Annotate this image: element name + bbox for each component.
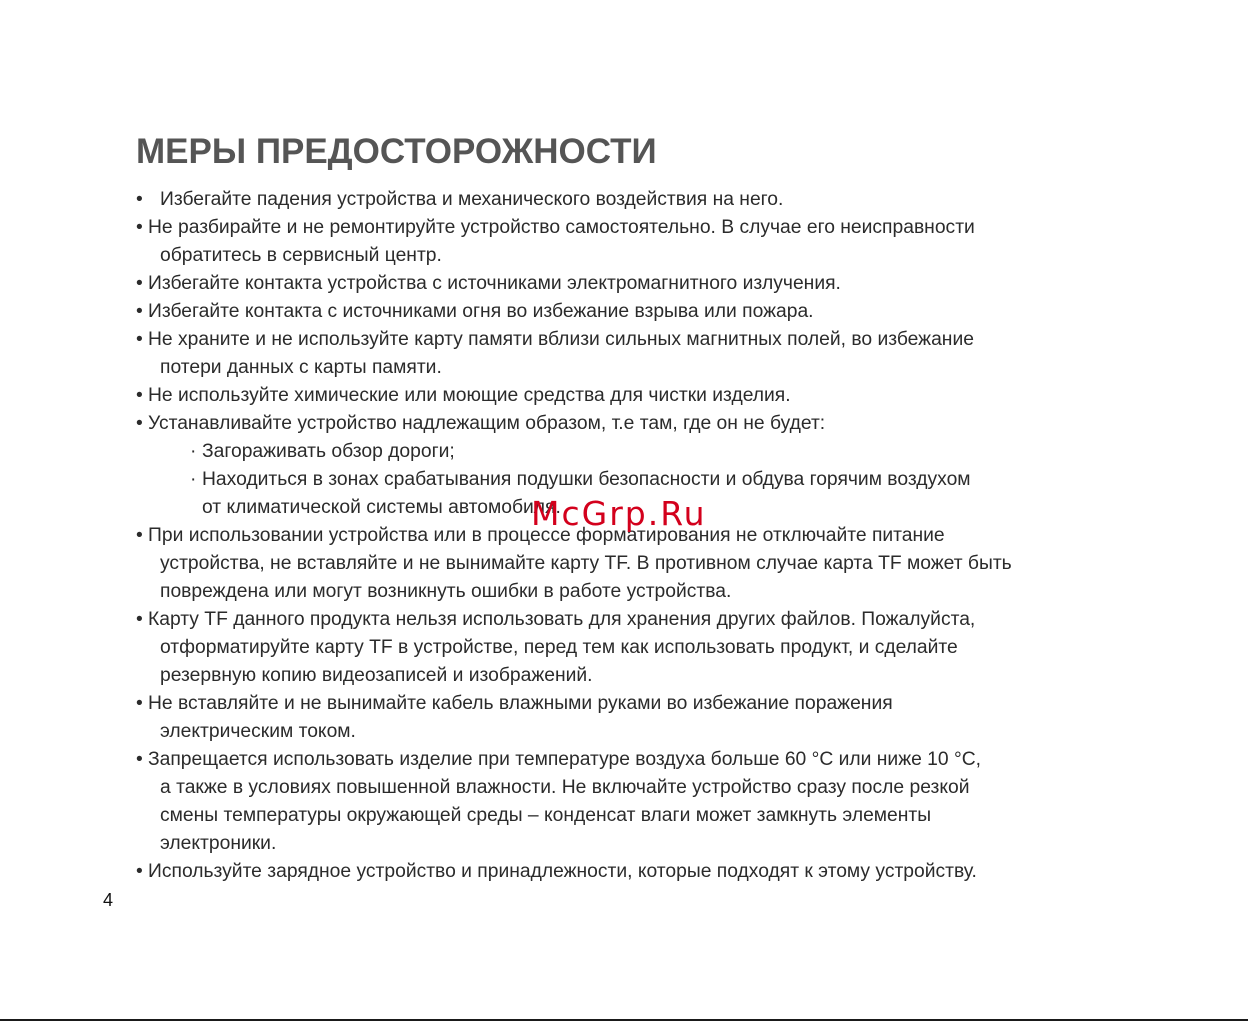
- precautions-list: [136, 186, 1146, 886]
- list-item-line: смены температуры окружающей среды – конденсат влаги может замкнуть элементы: [160, 805, 932, 826]
- bullet: •: [136, 693, 143, 714]
- list-item-line: Запрещается использовать изделие при температуре воздуха больше 60 °С или ниже 10 °С,: [148, 749, 981, 770]
- list-item-line: Не храните и не используйте карту памяти вблизи сильных магнитных полей, во избежание: [148, 329, 974, 350]
- bullet: •: [136, 525, 143, 546]
- list-item: [136, 326, 1146, 382]
- bullet: •: [136, 217, 143, 238]
- list-item: [136, 186, 1146, 214]
- list-item: [136, 382, 1146, 410]
- bullet: •: [136, 329, 143, 350]
- list-item-line: резервную копию видеозаписей и изображений.: [160, 665, 593, 686]
- list-item-line: При использовании устройства или в процессе форматирования не отключайте питание: [148, 525, 945, 546]
- list-item-line: Избегайте контакта с источниками огня во избежание взрыва или пожара.: [148, 301, 814, 322]
- list-item-line: а также в условиях повышенной влажности. Не включайте устройство сразу после резкой: [160, 777, 970, 798]
- bullet: •: [136, 301, 143, 322]
- sub-bullet: ·: [190, 441, 197, 462]
- list-item-line: Избегайте контакта устройства с источниками электромагнитного излучения.: [148, 273, 841, 294]
- bullet: •: [136, 609, 143, 630]
- list-item-line: повреждена или могут возникнуть ошибки в работе устройства.: [160, 581, 732, 602]
- bullet: •: [136, 413, 143, 434]
- list-item-line: устройства, не вставляйте и не вынимайте карту TF. В противном случае карта TF может быть: [160, 553, 1012, 574]
- page-title: МЕРЫ ПРЕДОСТОРОЖНОСТИ: [136, 132, 657, 171]
- list-item: [136, 270, 1146, 298]
- list-item: [136, 858, 1146, 886]
- bullet: •: [136, 273, 143, 294]
- list-item: [136, 606, 1146, 690]
- list-item: [136, 746, 1146, 858]
- bullet: •: [136, 749, 143, 770]
- sub-list-item-line: от климатической системы автомобиля.: [202, 497, 561, 518]
- list-item: [136, 214, 1146, 270]
- sub-list-item: [136, 438, 1146, 466]
- list-item: [136, 298, 1146, 326]
- list-item-line: Используйте зарядное устройство и принадлежности, которые подходят к этому устройству.: [148, 861, 977, 882]
- list-item: [136, 410, 1146, 438]
- bullet: •: [136, 861, 143, 882]
- list-item-line: электрическим током.: [160, 721, 356, 742]
- list-item: [136, 522, 1146, 606]
- list-item-line: Избегайте падения устройства и механического воздействия на него.: [160, 189, 784, 210]
- watermark: McGrp.Ru: [531, 494, 707, 533]
- list-item-line: Устанавливайте устройство надлежащим образом, т.е там, где он не будет:: [148, 413, 826, 434]
- bullet: •: [136, 385, 143, 406]
- list-item-line: электроники.: [160, 833, 277, 854]
- list-item-line: обратитесь в сервисный центр.: [160, 245, 442, 266]
- list-item-line: отформатируйте карту TF в устройстве, перед тем как использовать продукт, и сделайте: [160, 637, 958, 658]
- sub-list-item-line: Находиться в зонах срабатывания подушки безопасности и обдува горячим воздухом: [202, 469, 971, 490]
- list-item-line: Не используйте химические или моющие средства для чистки изделия.: [148, 385, 791, 406]
- sub-bullet: ·: [190, 469, 197, 490]
- list-item-line: Не разбирайте и не ремонтируйте устройство самостоятельно. В случае его неисправности: [148, 217, 975, 238]
- list-item-line: потери данных с карты памяти.: [160, 357, 442, 378]
- list-item-line: Карту TF данного продукта нельзя использовать для хранения других файлов. Пожалуйста,: [148, 609, 976, 630]
- list-item-line: Не вставляйте и не вынимайте кабель влажными руками во избежание поражения: [148, 693, 893, 714]
- bullet: •: [136, 189, 143, 210]
- list-item: [136, 690, 1146, 746]
- page-number: 4: [103, 890, 114, 910]
- sub-list-item-line: Загораживать обзор дороги;: [202, 441, 455, 462]
